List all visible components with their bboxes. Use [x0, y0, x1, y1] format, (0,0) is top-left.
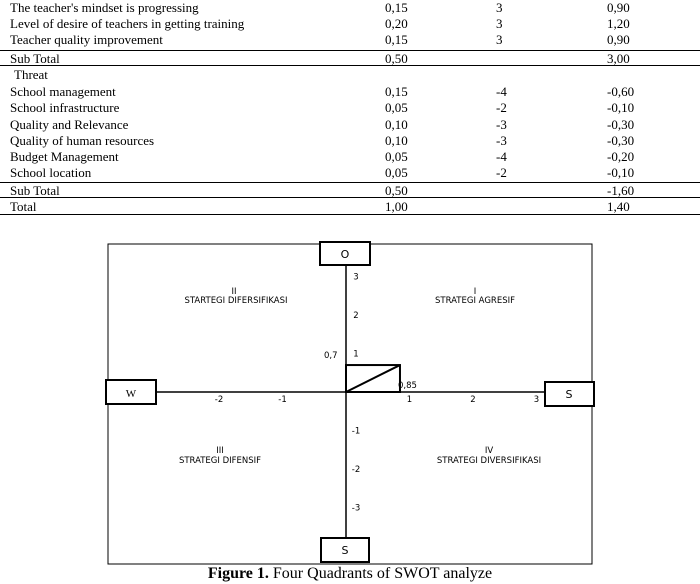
- box-top: [320, 242, 370, 265]
- cell-rating: 3: [496, 16, 503, 31]
- cell-rating: 3: [496, 0, 503, 15]
- quadrant-4-name: STRATEGI DIVERSIFIKASI: [436, 456, 542, 466]
- cell-weight: 0,15: [385, 0, 408, 15]
- cell-weight: 0,05: [385, 149, 408, 164]
- figure-caption: [0, 564, 700, 584]
- cell-score: -0,10: [607, 165, 635, 180]
- x-tick-label: -1: [278, 395, 287, 405]
- position-diagonal: [346, 365, 400, 392]
- box-right: [545, 382, 594, 406]
- cell-weight: 0,05: [385, 100, 408, 115]
- cell-label: School infrastructure: [10, 100, 120, 115]
- cell-score: -1,60: [607, 183, 635, 198]
- cell-weight: 0,05: [385, 165, 408, 180]
- figure-caption-number: Figure 1.: [207, 565, 269, 582]
- cell-weight: 0,10: [385, 117, 408, 132]
- cell-weight: 0,10: [385, 133, 408, 148]
- box-right-label: S: [565, 388, 573, 401]
- cell-label: The teacher's mindset is progressing: [10, 0, 199, 15]
- cell-label: Total: [10, 199, 37, 214]
- y-tick-label: 1: [353, 349, 359, 360]
- box-left-label: W: [125, 388, 137, 400]
- cell-label: Level of desire of teachers in getting training: [10, 16, 245, 31]
- cell-label: School management: [10, 84, 116, 99]
- cell-rating: -3: [496, 133, 507, 148]
- point-x-label: 0,85: [397, 381, 417, 391]
- cell-label: Quality of human resources: [10, 133, 155, 148]
- quadrant-2-name: STARTEGI DIFERSIFIKASI: [184, 296, 288, 306]
- cell-score: 1,20: [607, 16, 630, 31]
- cell-weight: 0,50: [385, 51, 408, 66]
- cell-weight: 0,15: [385, 32, 408, 47]
- cell-score: 0,90: [607, 32, 630, 47]
- y-tick-label: -1: [351, 426, 361, 437]
- box-left: [106, 380, 156, 404]
- cell-weight: 0,15: [385, 84, 408, 99]
- y-tick-label: -3: [351, 503, 361, 514]
- x-tick-label: -2: [214, 395, 224, 405]
- cell-score: -0,30: [607, 117, 635, 132]
- cell-label: Budget Management: [10, 149, 119, 164]
- cell-score: -0,10: [607, 100, 635, 115]
- x-tick-label: 2: [470, 395, 476, 405]
- cell-score: -0,60: [607, 84, 635, 99]
- quadrant-2-numeral: II: [231, 287, 237, 297]
- cell-score: 1,40: [607, 199, 630, 214]
- cell-label: Sub Total: [10, 183, 60, 198]
- x-tick-label: 1: [406, 395, 413, 405]
- point-y-label: 0,7: [324, 351, 338, 362]
- cell-score: -0,20: [607, 149, 635, 164]
- quadrant-3-name: STRATEGI DIFENSIF: [178, 456, 262, 466]
- quadrant-4-numeral: IV: [484, 446, 494, 456]
- y-tick-label: -2: [351, 465, 361, 475]
- cell-label: School location: [10, 165, 92, 180]
- cell-rating: 3: [496, 32, 503, 47]
- cell-weight: 0,50: [385, 183, 408, 198]
- cell-label: Threat: [14, 67, 48, 82]
- y-tick-label: 2: [353, 311, 359, 321]
- cell-rating: -3: [496, 117, 507, 132]
- cell-score: 0,90: [607, 0, 630, 15]
- y-tick-label: 3: [353, 272, 359, 283]
- figure-caption-text: Four Quadrants of SWOT analyze: [268, 565, 493, 582]
- cell-rating: -4: [496, 84, 507, 99]
- box-top-label: O: [340, 248, 350, 261]
- cell-label: Teacher quality improvement: [10, 32, 163, 47]
- box-bottom: [321, 538, 369, 562]
- cell-score: 3,00: [607, 51, 630, 66]
- cell-rating: -4: [496, 149, 507, 164]
- cell-label: Sub Total: [10, 51, 60, 66]
- quadrant-1-numeral: I: [473, 287, 477, 297]
- cell-rating: -2: [496, 100, 507, 115]
- quadrant-3-numeral: III: [216, 446, 224, 456]
- figure-frame: [108, 244, 592, 564]
- cell-label: Quality and Relevance: [10, 117, 129, 132]
- cell-weight: 1,00: [385, 199, 408, 214]
- box-bottom-label: S: [341, 544, 349, 557]
- cell-rating: -2: [496, 165, 507, 180]
- cell-weight: 0,20: [385, 16, 408, 31]
- x-tick-label: 3: [533, 395, 540, 405]
- cell-score: -0,30: [607, 133, 635, 148]
- quadrant-1-name: STRATEGI AGRESIF: [435, 296, 515, 306]
